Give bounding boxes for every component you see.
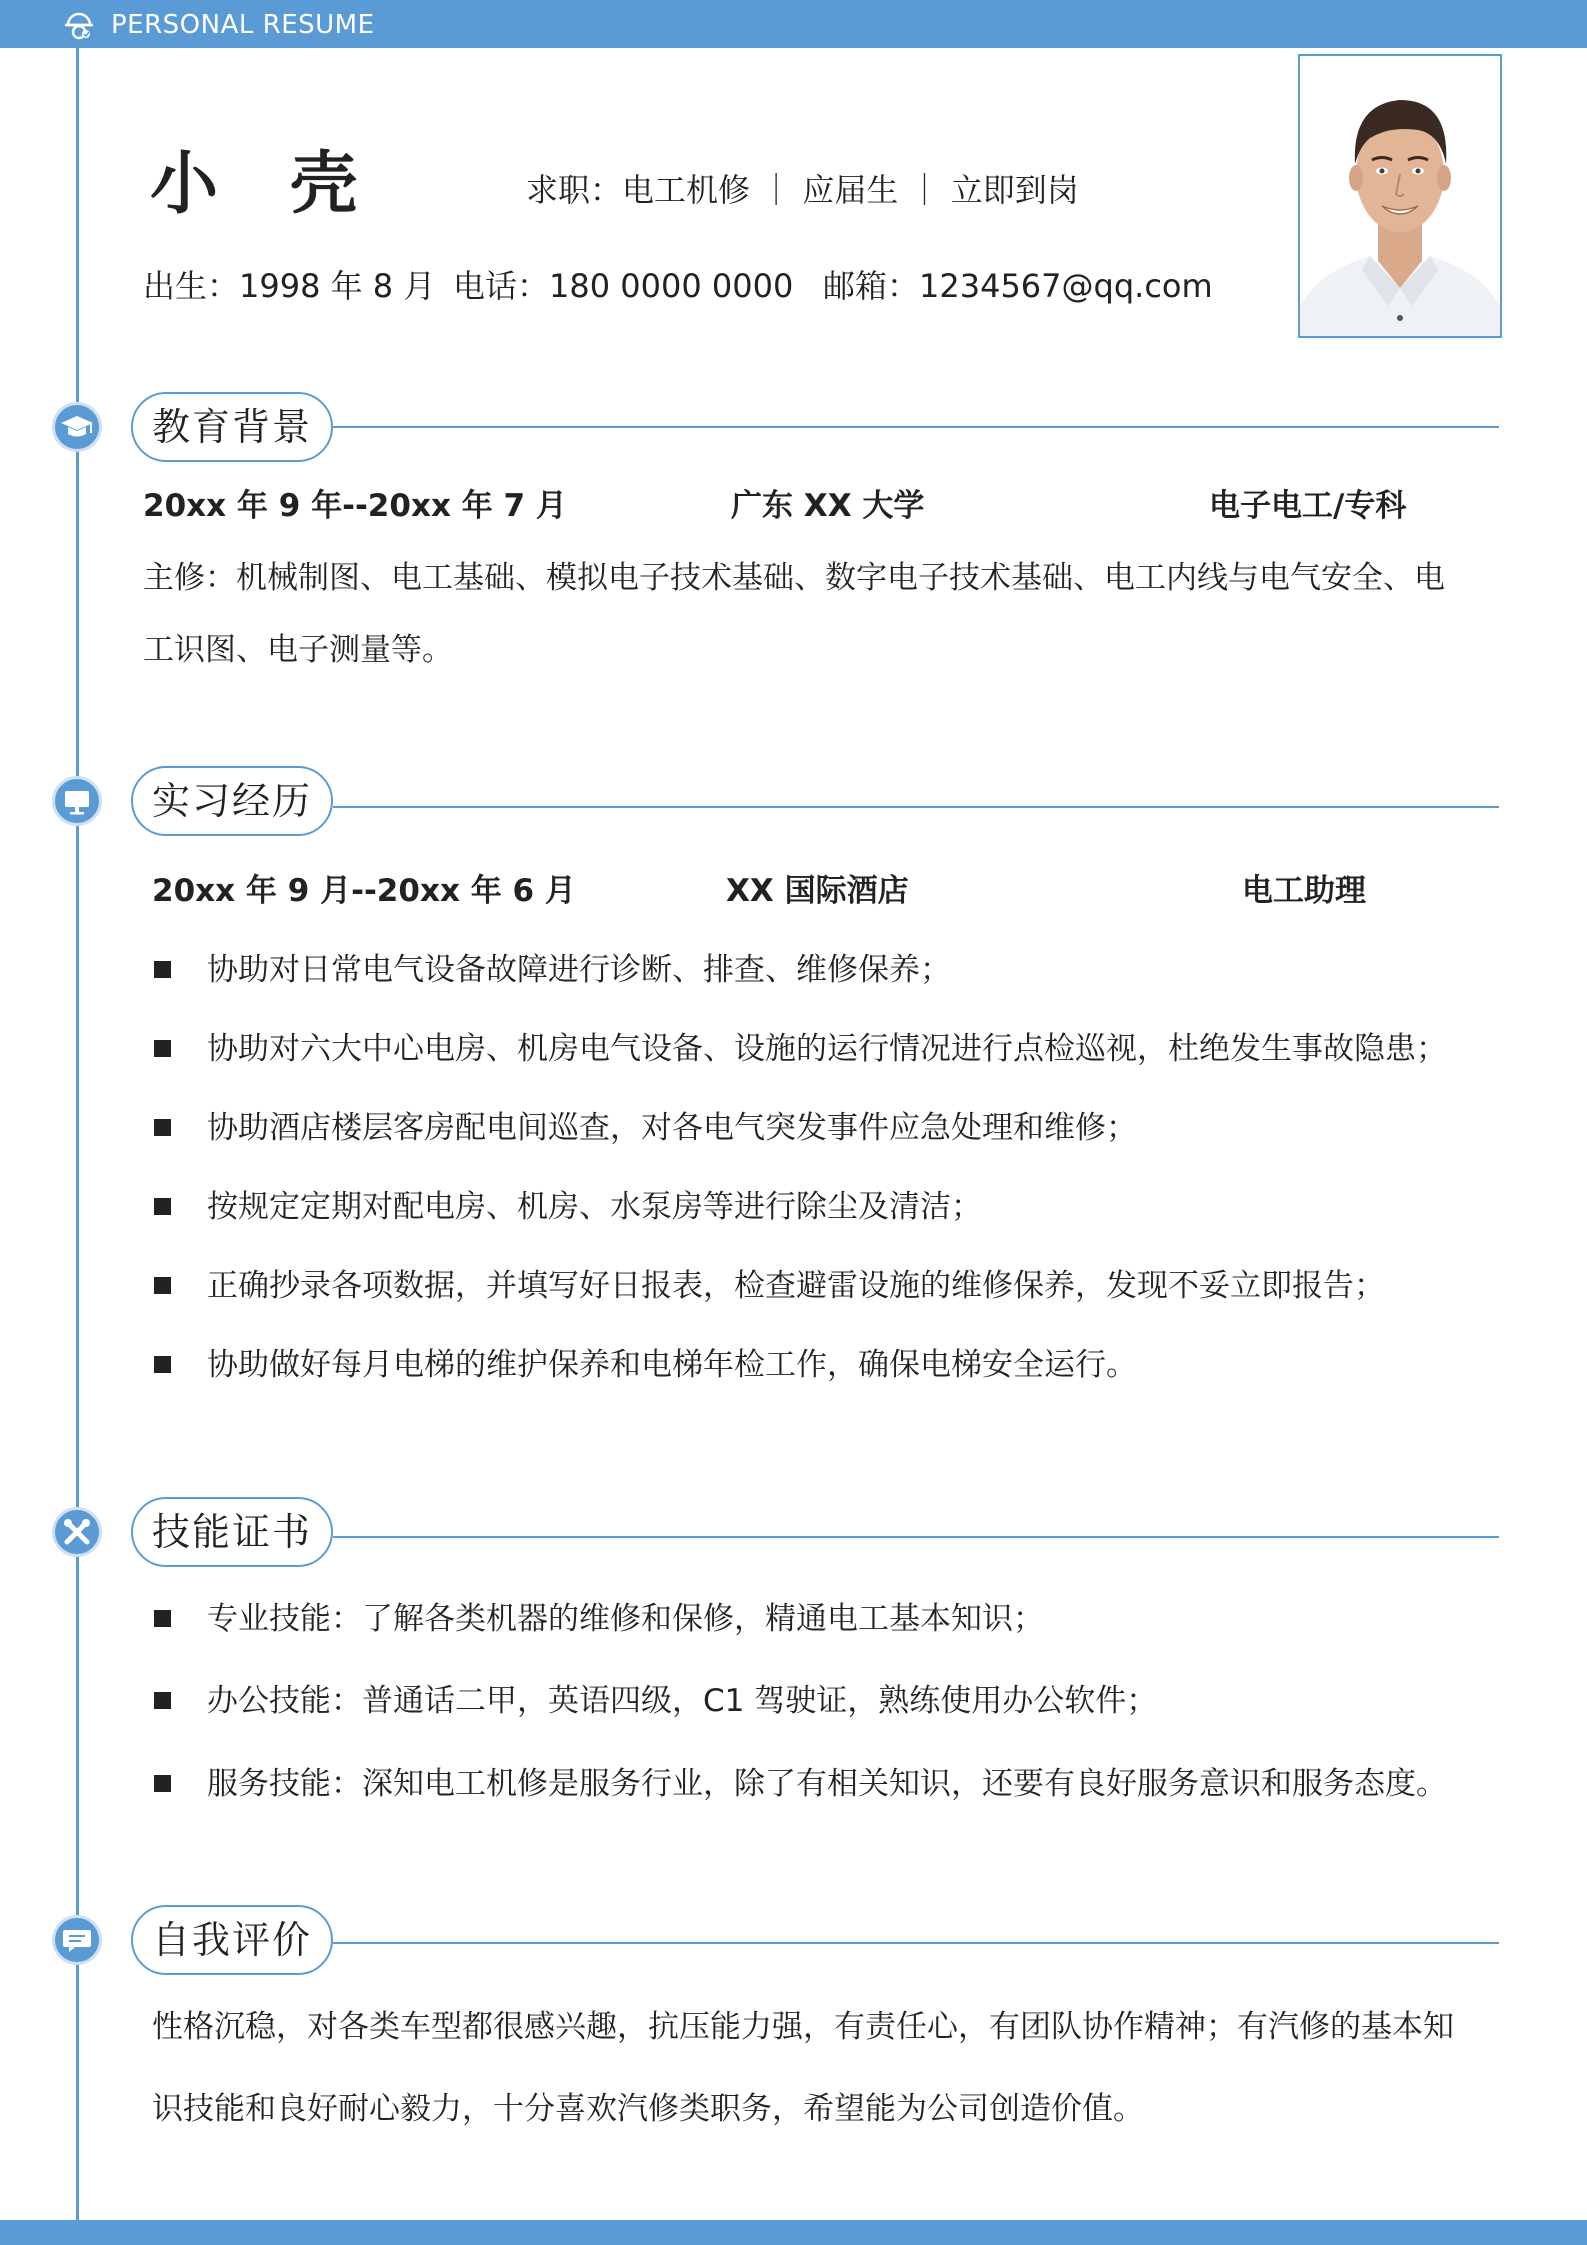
skill-item: 办公技能：普通话二甲，英语四级，C1 驾驶证，熟练使用办公软件；	[207, 1683, 1158, 1719]
bullet-square	[154, 1775, 171, 1792]
header-bar	[0, 0, 1587, 48]
bullet-square	[154, 1040, 171, 1057]
timeline-line	[76, 48, 79, 2220]
internship-item: 按规定定期对配电房、机房、水泵房等进行除尘及清洁；	[207, 1189, 982, 1225]
footer-bar	[0, 2220, 1587, 2245]
section-divider	[333, 426, 1499, 428]
candidate-name: 小 壳	[150, 145, 382, 224]
education-school: 广东 XX 大学	[731, 488, 925, 524]
bullet-square	[154, 1610, 171, 1627]
tools-icon	[52, 1507, 102, 1557]
bullet-square	[154, 1356, 171, 1373]
helmet-person-icon	[62, 7, 96, 41]
self-evaluation-line1: 性格沉稳，对各类车型都很感兴趣，抗压能力强，有责任心，有团队协作精神；有汽修的基本知	[152, 2009, 1454, 2045]
section-title-skills: 技能证书	[131, 1497, 333, 1567]
bullet-square	[154, 1277, 171, 1294]
graduation-cap-icon	[52, 402, 102, 452]
email-address: 邮箱：1234567@qq.com	[823, 267, 1213, 305]
skill-item: 服务技能：深知电工机修是服务行业，除了有相关知识，还要有良好服务意识和服务态度。	[207, 1766, 1447, 1802]
internship-item: 协助酒店楼层客房配电间巡查，对各电气突发事件应急处理和维修；	[207, 1110, 1137, 1146]
section-divider	[333, 1536, 1499, 1538]
monitor-icon	[52, 776, 102, 826]
education-major: 电子电工/专科	[1209, 488, 1407, 524]
internship-item: 协助做好每月电梯的维护保养和电梯年检工作，确保电梯安全运行。	[207, 1347, 1137, 1383]
bullet-square	[154, 961, 171, 978]
section-divider	[333, 806, 1499, 808]
internship-period: 20xx 年 9 月--20xx 年 6 月	[152, 873, 576, 909]
chat-bubble-icon	[52, 1915, 102, 1965]
internship-item: 正确抄录各项数据，并填写好日报表，检查避雷设施的维修保养，发现不妥立即报告；	[207, 1268, 1385, 1304]
education-courses-line2: 工识图、电子测量等。	[143, 632, 453, 668]
section-title-internship: 实习经历	[131, 766, 333, 836]
internship-role: 电工助理	[1242, 873, 1366, 909]
phone-number: 电话：180 0000 0000	[453, 267, 794, 305]
job-objective: 求职：电工机修 ｜ 应届生 ｜ 立即到岗	[526, 171, 1079, 209]
profile-photo	[1298, 54, 1502, 338]
skill-item: 专业技能：了解各类机器的维修和保修，精通电工基本知识；	[207, 1601, 1044, 1637]
brand-title: PERSONAL RESUME	[111, 10, 375, 40]
birth-date: 出生：1998 年 8 月	[143, 267, 436, 305]
section-title-self-evaluation: 自我评价	[131, 1905, 333, 1975]
education-courses-line1: 主修：机械制图、电工基础、模拟电子技术基础、数字电子技术基础、电工内线与电气安全、电	[143, 560, 1445, 596]
internship-item: 协助对日常电气设备故障进行诊断、排查、维修保养；	[207, 952, 951, 988]
section-title-education: 教育背景	[131, 392, 333, 462]
self-evaluation-line2: 识技能和良好耐心毅力，十分喜欢汽修类职务，希望能为公司创造价值。	[152, 2091, 1144, 2127]
bullet-square	[154, 1198, 171, 1215]
section-divider	[333, 1942, 1499, 1944]
internship-company: XX 国际酒店	[726, 873, 909, 909]
bullet-square	[154, 1692, 171, 1709]
bullet-square	[154, 1119, 171, 1136]
internship-item: 协助对六大中心电房、机房电气设备、设施的运行情况进行点检巡视，杜绝发生事故隐患；	[207, 1031, 1447, 1067]
education-period: 20xx 年 9 年--20xx 年 7 月	[143, 488, 567, 524]
